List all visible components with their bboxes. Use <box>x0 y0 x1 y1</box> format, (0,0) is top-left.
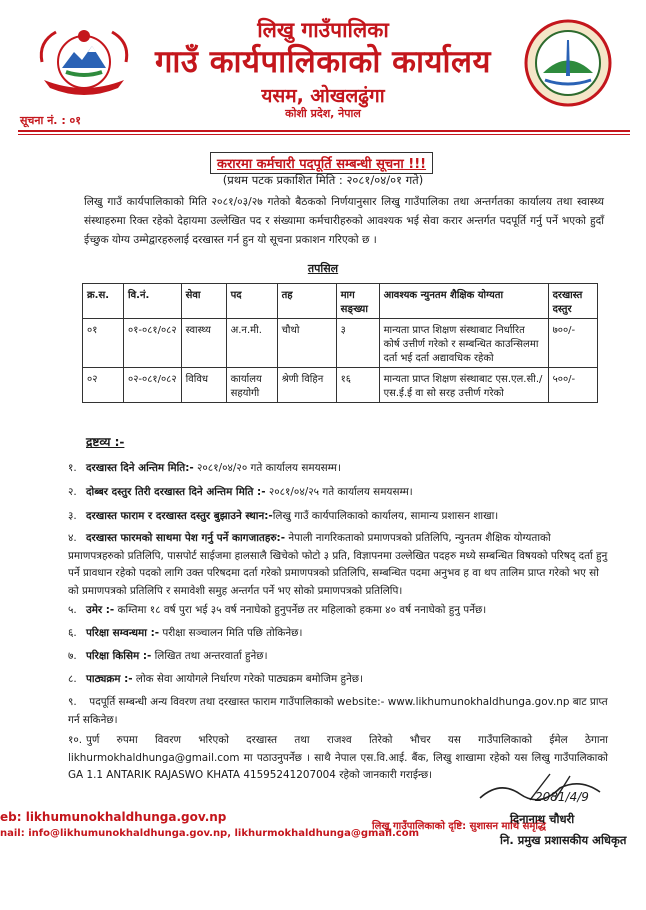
notice-title: करारमा कर्मचारी पदपूर्ति सम्बन्धी सूचना !!! <box>210 152 433 174</box>
col-header: क्र.स. <box>83 284 124 319</box>
header-divider-thin <box>18 134 630 135</box>
table-cell: स्वास्थ्य <box>181 319 226 368</box>
table-cell: अ.न.मी. <box>226 319 277 368</box>
note-number: ९. <box>68 696 77 708</box>
vacancy-table <box>82 283 598 403</box>
header-divider <box>18 130 630 132</box>
note-text: २०८१/०४/२५ गते कार्यालय समयसम्म। <box>265 486 413 498</box>
office-place: यसम, ओखलढुंगा <box>261 85 385 107</box>
note-number: १. <box>68 462 77 474</box>
col-header: वि.नं. <box>124 284 182 319</box>
notice-number: सूचना नं. : ०१ <box>20 114 81 127</box>
note-label: दरखास्त दिने अन्तिम मिति:- <box>86 462 194 474</box>
table-cell: विविध <box>181 368 226 403</box>
note-text: पुर्ण रुपमा विवरण भरिएको दरखास्त तथा राजश्व तिरेको भौचर यस गाउँपालिकाको ईमेल ठेगाना likhurmokhaldhunga@gmail.com मा पठाउनुपर्नेछ । साथै नेपाल एस.वि.आई. बैंक, लिखु शाखामा रहेको यस लिखु गाउँपालिकाको GA 1.1 ANTARIK RAJASWO KHATA 41595241207004 रहेको जानकारी गराईन्छ। <box>68 734 608 781</box>
table-cell: ०१ <box>83 319 124 368</box>
footer-motto: लिखु गाउँपालिकाको दृष्टि: सुशासन माथि समृद्धि <box>372 821 546 832</box>
note-number: ६. <box>68 627 77 639</box>
table-cell: मान्यता प्राप्त शिक्षण संस्थाबाट निर्धारित कोर्ष उत्तीर्ण गरेको र सम्बन्धित काउन्सिलमा दर्ता भई दर्ता अद्यावधिक रहेको <box>379 319 548 368</box>
table-cell: ०२-०८१/०८२ <box>124 368 182 403</box>
note-text: लिखित तथा अन्तरवार्ता हुनेछ। <box>151 650 268 662</box>
table-cell: ०२ <box>83 368 124 403</box>
notes-heading: द्रष्टव्य :- <box>86 435 125 449</box>
note-item <box>68 671 608 689</box>
note-number: २. <box>68 486 77 498</box>
col-header: आवश्यक न्युनतम शैक्षिक योग्यता <box>379 284 548 319</box>
table-cell: ३ <box>336 319 379 368</box>
note-item <box>68 694 608 729</box>
schedule-label: तपसिल <box>307 262 339 275</box>
footer-website: eb: likhumunokhaldhunga.gov.np <box>0 810 227 824</box>
col-header: तह <box>277 284 336 319</box>
note-label: दरखास्त फाराम र दरखास्त दस्तुर बुझाउने स्थान:- <box>86 510 273 522</box>
note-label: पाठ्यक्रम :- <box>86 673 133 685</box>
note-item <box>68 530 608 600</box>
note-text: नेपाली नागरिकताको प्रमाणपत्रको प्रतिलिपि, न्युनतम शैक्षिक योग्यताको प्रमाणपत्रहरुको प्रतिलिपि, पासपोर्ट साईजमा हालसालै खिचेको फोटो ३ प्रति, विज्ञापनमा उल्लेखित पदहरु मध्ये सम्बन्धित विषयको परिषद् दर्ता हुनु पर्ने प्रावधान रहेको पदको लागि उक्त परिषदमा दर्ता गरेको प्रमाणपत्रको प्रतिलिपि, सम्बन्धित पदमा अनुभव ह वा थप तालिम प्राप्त गरेको भए सो को प्रमाणपत्रको प्रतिलिपि र समावेशी समुह अन्तर्गत पर्ने भए सोको प्रमाणपत्रको प्रतिलिपि। <box>68 532 608 597</box>
col-header: सेवा <box>181 284 226 319</box>
note-number: ४. <box>68 532 77 544</box>
signatory-designation: नि. प्रमुख प्रशासकीय अधिकृत <box>500 833 627 847</box>
table-cell: कार्यालय सहयोगी <box>226 368 277 403</box>
office-province: कोशी प्रदेश, नेपाल <box>285 107 361 120</box>
table-row <box>83 368 598 403</box>
table-cell: श्रेणी विहिन <box>277 368 336 403</box>
table-cell: ०१-०८१/०८२ <box>124 319 182 368</box>
table-cell: चौथो <box>277 319 336 368</box>
note-text: परीक्षा सञ्चालन मिति पछि तोकिनेछ। <box>159 627 303 639</box>
office-name: गाउँ कार्यपालिकाको कार्यालय <box>154 44 492 80</box>
table-cell: मान्यता प्राप्त शिक्षण संस्थाबाट एस.एल.सी./एस.ई.ई वा सो सरह उत्तीर्ण गरेको <box>379 368 548 403</box>
note-item <box>68 508 608 526</box>
notice-paragraph: लिखु गाउँ कार्यपालिकाको मिति २०८१/०३/२७ गतेको बैठकको निर्णयानुसार लिखु गाउँपालिका तथा अन्तर्गतका कार्यालय तथा स्वास्थ्य संस्थाहरुमा रिक्त रहेको देहायमा उल्लेखित पद र संख्यामा कर्मचारीहरुको आवश्यक भई सेवा करार अन्तर्गत पदपूर्ति गर्नु पर्ने भएकाे हुदाँ ईच्छुक योग्य उम्मेद्वारहरुलाई दरखास्त गर्न हुन यो सूचना प्रकाशन गरिएको छ । <box>84 196 604 246</box>
note-item <box>68 460 608 478</box>
col-header: दरखास्त दस्तुर <box>548 284 597 319</box>
note-item <box>68 648 608 666</box>
note-text: २०८१/०४/२० गते कार्यालय समयसम्म। <box>193 462 341 474</box>
note-label: परिक्षा किसिम :- <box>86 650 152 662</box>
note-text: लोक सेवा आयोगले निर्धारण गरेको पाठ्यक्रम बमोजिम हुनेछ। <box>132 673 364 685</box>
table-cell: ५००/- <box>548 368 597 403</box>
table-header-row <box>83 284 598 319</box>
col-header: पद <box>226 284 277 319</box>
footer-email: nail: info@likhumunokhaldhunga.gov.np, likhurmokhaldhunga@gmail.com <box>0 828 420 839</box>
note-item <box>68 625 608 643</box>
municipality-name: लिखु गाउँपालिका <box>257 18 389 42</box>
note-number: ७. <box>68 650 77 662</box>
table-cell: १६ <box>336 368 379 403</box>
table-row <box>83 319 598 368</box>
note-number: ५. <box>68 604 77 616</box>
note-item <box>68 602 608 620</box>
signatory-name: दिनानाथ चौधरी <box>510 812 575 826</box>
note-label: दरखास्त फारमको साथमा पेश गर्नु पर्ने कागजातहरु:- <box>86 532 286 544</box>
note-item <box>68 484 608 502</box>
note-number: ८. <box>68 673 77 685</box>
signature-date: 2081/4/9 <box>535 790 589 804</box>
table-cell: ७००/- <box>548 319 597 368</box>
note-label: दोब्बर दस्तुर तिरी दरखास्त दिने अन्तिम मिति :- <box>86 486 266 498</box>
note-label: परिक्षा सम्वन्धमा :- <box>86 627 160 639</box>
note-text: कम्तिमा १८ वर्ष पुरा भई ३५ वर्ष ननाघेको हुनुपर्नेछ तर महिलाको हकमा ४० वर्ष ननाघेको हुनु पर्नेछ। <box>114 604 487 616</box>
notice-subtitle: (प्रथम पटक प्रकाशित मिति : २०८१/०४/०१ गते) <box>222 173 424 187</box>
note-text: पदपूर्ति सम्बन्धी अन्य विवरण तथा दरखास्त फाराम गाउँपालिकाको website:- www.likhumunokhaldhunga.gov.np बाट प्राप्त गर्न सकिनेछ। <box>68 696 608 726</box>
note-number: ३. <box>68 510 77 522</box>
note-text: लिखु गाउँ कार्यपालिकाको कार्यालय, सामान्य प्रशासन शाखा। <box>272 510 499 522</box>
col-header: माग सङ्ख्या <box>336 284 379 319</box>
note-number: १०. <box>68 734 83 746</box>
note-label: उमेर :- <box>86 604 115 616</box>
